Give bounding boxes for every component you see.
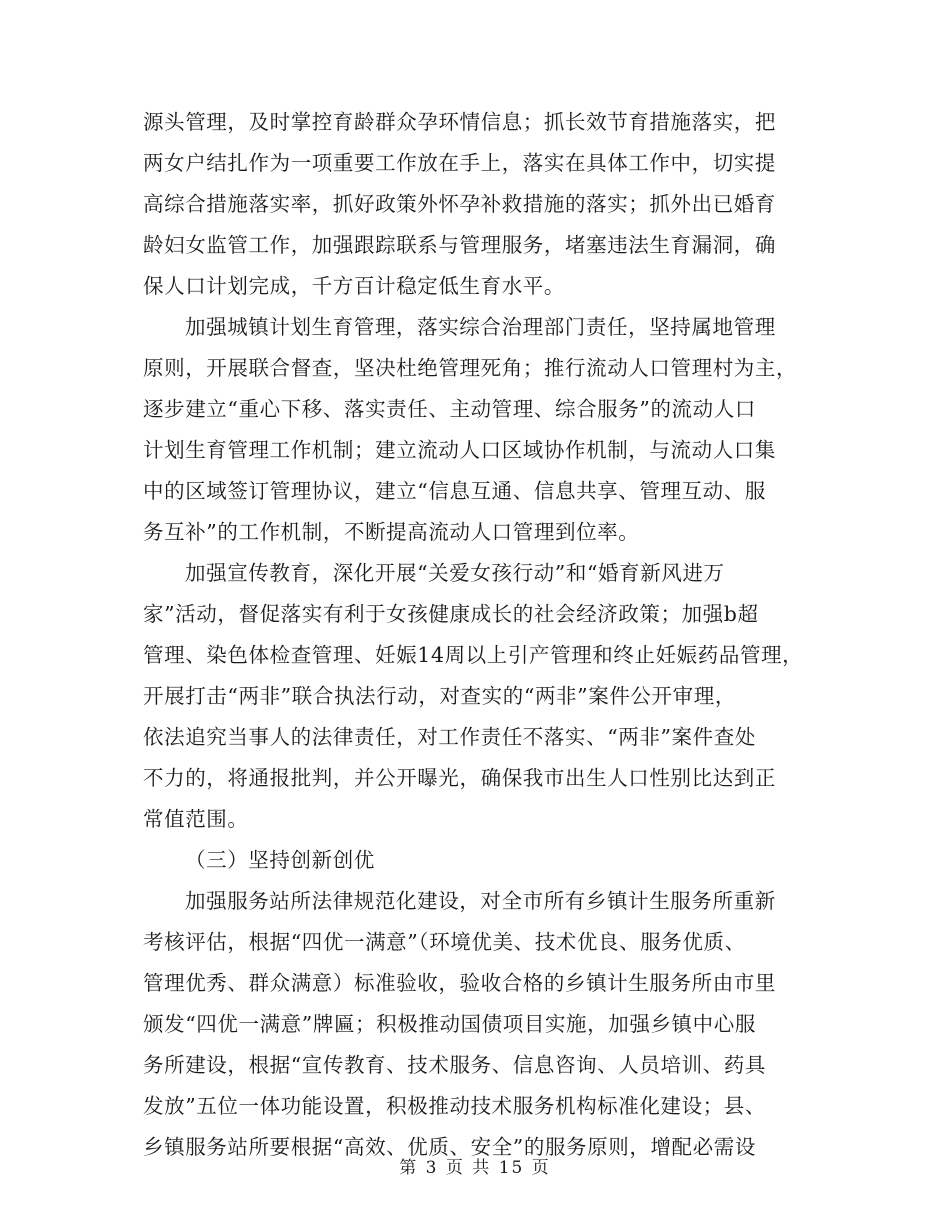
text-line: 加强城镇计划生育管理，落实综合治理部门责任，坚持属地管理 (185, 315, 776, 339)
document-body (143, 102, 823, 1168)
text-line: 保人口计划完成，千方百计稳定低生育水平。 (143, 274, 565, 298)
text-line: 高综合措施落实率，抓好政策外怀孕补救措施的落实；抓外出已婚育 (143, 192, 776, 216)
text-line: 源头管理，及时掌控育龄群众孕环情信息；抓长效节育措施落实，把 (143, 110, 776, 134)
text-line: 逐步建立“重心下移、落实责任、主动管理、综合服务”的流动人口 (143, 397, 756, 421)
text-line: 中的区域签订管理协议，建立“信息互通、信息共享、管理互动、服 (143, 479, 766, 503)
text-line: 龄妇女监管工作，加强跟踪联系与管理服务，堵塞违法生育漏洞，确 (143, 233, 776, 257)
text-line: 家”活动，督促落实有利于女孩健康成长的社会经济政策；加强b超 (143, 602, 759, 626)
text-line: 原则，开展联合督查，坚决杜绝管理死角；推行流动人口管理村为主， (143, 356, 798, 380)
text-line: 务互补”的工作机制，不断提高流动人口管理到位率。 (143, 520, 640, 544)
paragraph (143, 102, 823, 307)
section-heading (143, 840, 823, 881)
paragraph (143, 307, 823, 553)
text-line: 务所建设，根据“宣传教育、技术服务、信息咨询、人员培训、药具 (143, 1053, 766, 1077)
page-footer: 第 3 页 共 15 页 (399, 1158, 551, 1178)
text-line: 管理优秀、群众满意）标准验收，验收合格的乡镇计生服务所由市里 (143, 971, 776, 995)
text-line: 依法追究当事人的法律责任，对工作责任不落实、“两非”案件查处 (143, 725, 756, 749)
text-line: 乡镇服务站所要根据“高效、优质、安全”的服务原则，增配必需设 (143, 1135, 756, 1159)
text-line: 开展打击“两非”联合执法行动，对查实的“两非”案件公开审理， (143, 684, 736, 708)
text-line: 颁发“四优一满意”牌匾；积极推动国债项目实施，加强乡镇中心服 (143, 1012, 756, 1036)
text-line: 常值范围。 (143, 807, 249, 831)
text-line: 加强宣传教育，深化开展“关爱女孩行动”和“婚育新风进万 (185, 561, 725, 585)
text-line: 发放”五位一体功能设置，积极推动技术服务机构标准化建设；县、 (143, 1094, 766, 1118)
heading-line: （三）坚持创新创优 (185, 848, 375, 872)
text-line: 两女户结扎作为一项重要工作放在手上，落实在具体工作中，切实提 (143, 151, 776, 175)
text-line: 不力的，将通报批判，并公开曝光，确保我市出生人口性别比达到正 (143, 766, 776, 790)
text-line: 计划生育管理工作机制；建立流动人口区域协作机制，与流动人口集 (143, 438, 776, 462)
text-line: 考核评估，根据“四优一满意”（环境优美、技术优良、服务优质、 (143, 930, 746, 954)
text-line: 加强服务站所法律规范化建设，对全市所有乡镇计生服务所重新 (185, 889, 776, 913)
paragraph (143, 881, 823, 1168)
paragraph (143, 553, 823, 840)
text-line: 管理、染色体检查管理、妊娠14周以上引产管理和终止妊娠药品管理， (143, 643, 804, 667)
